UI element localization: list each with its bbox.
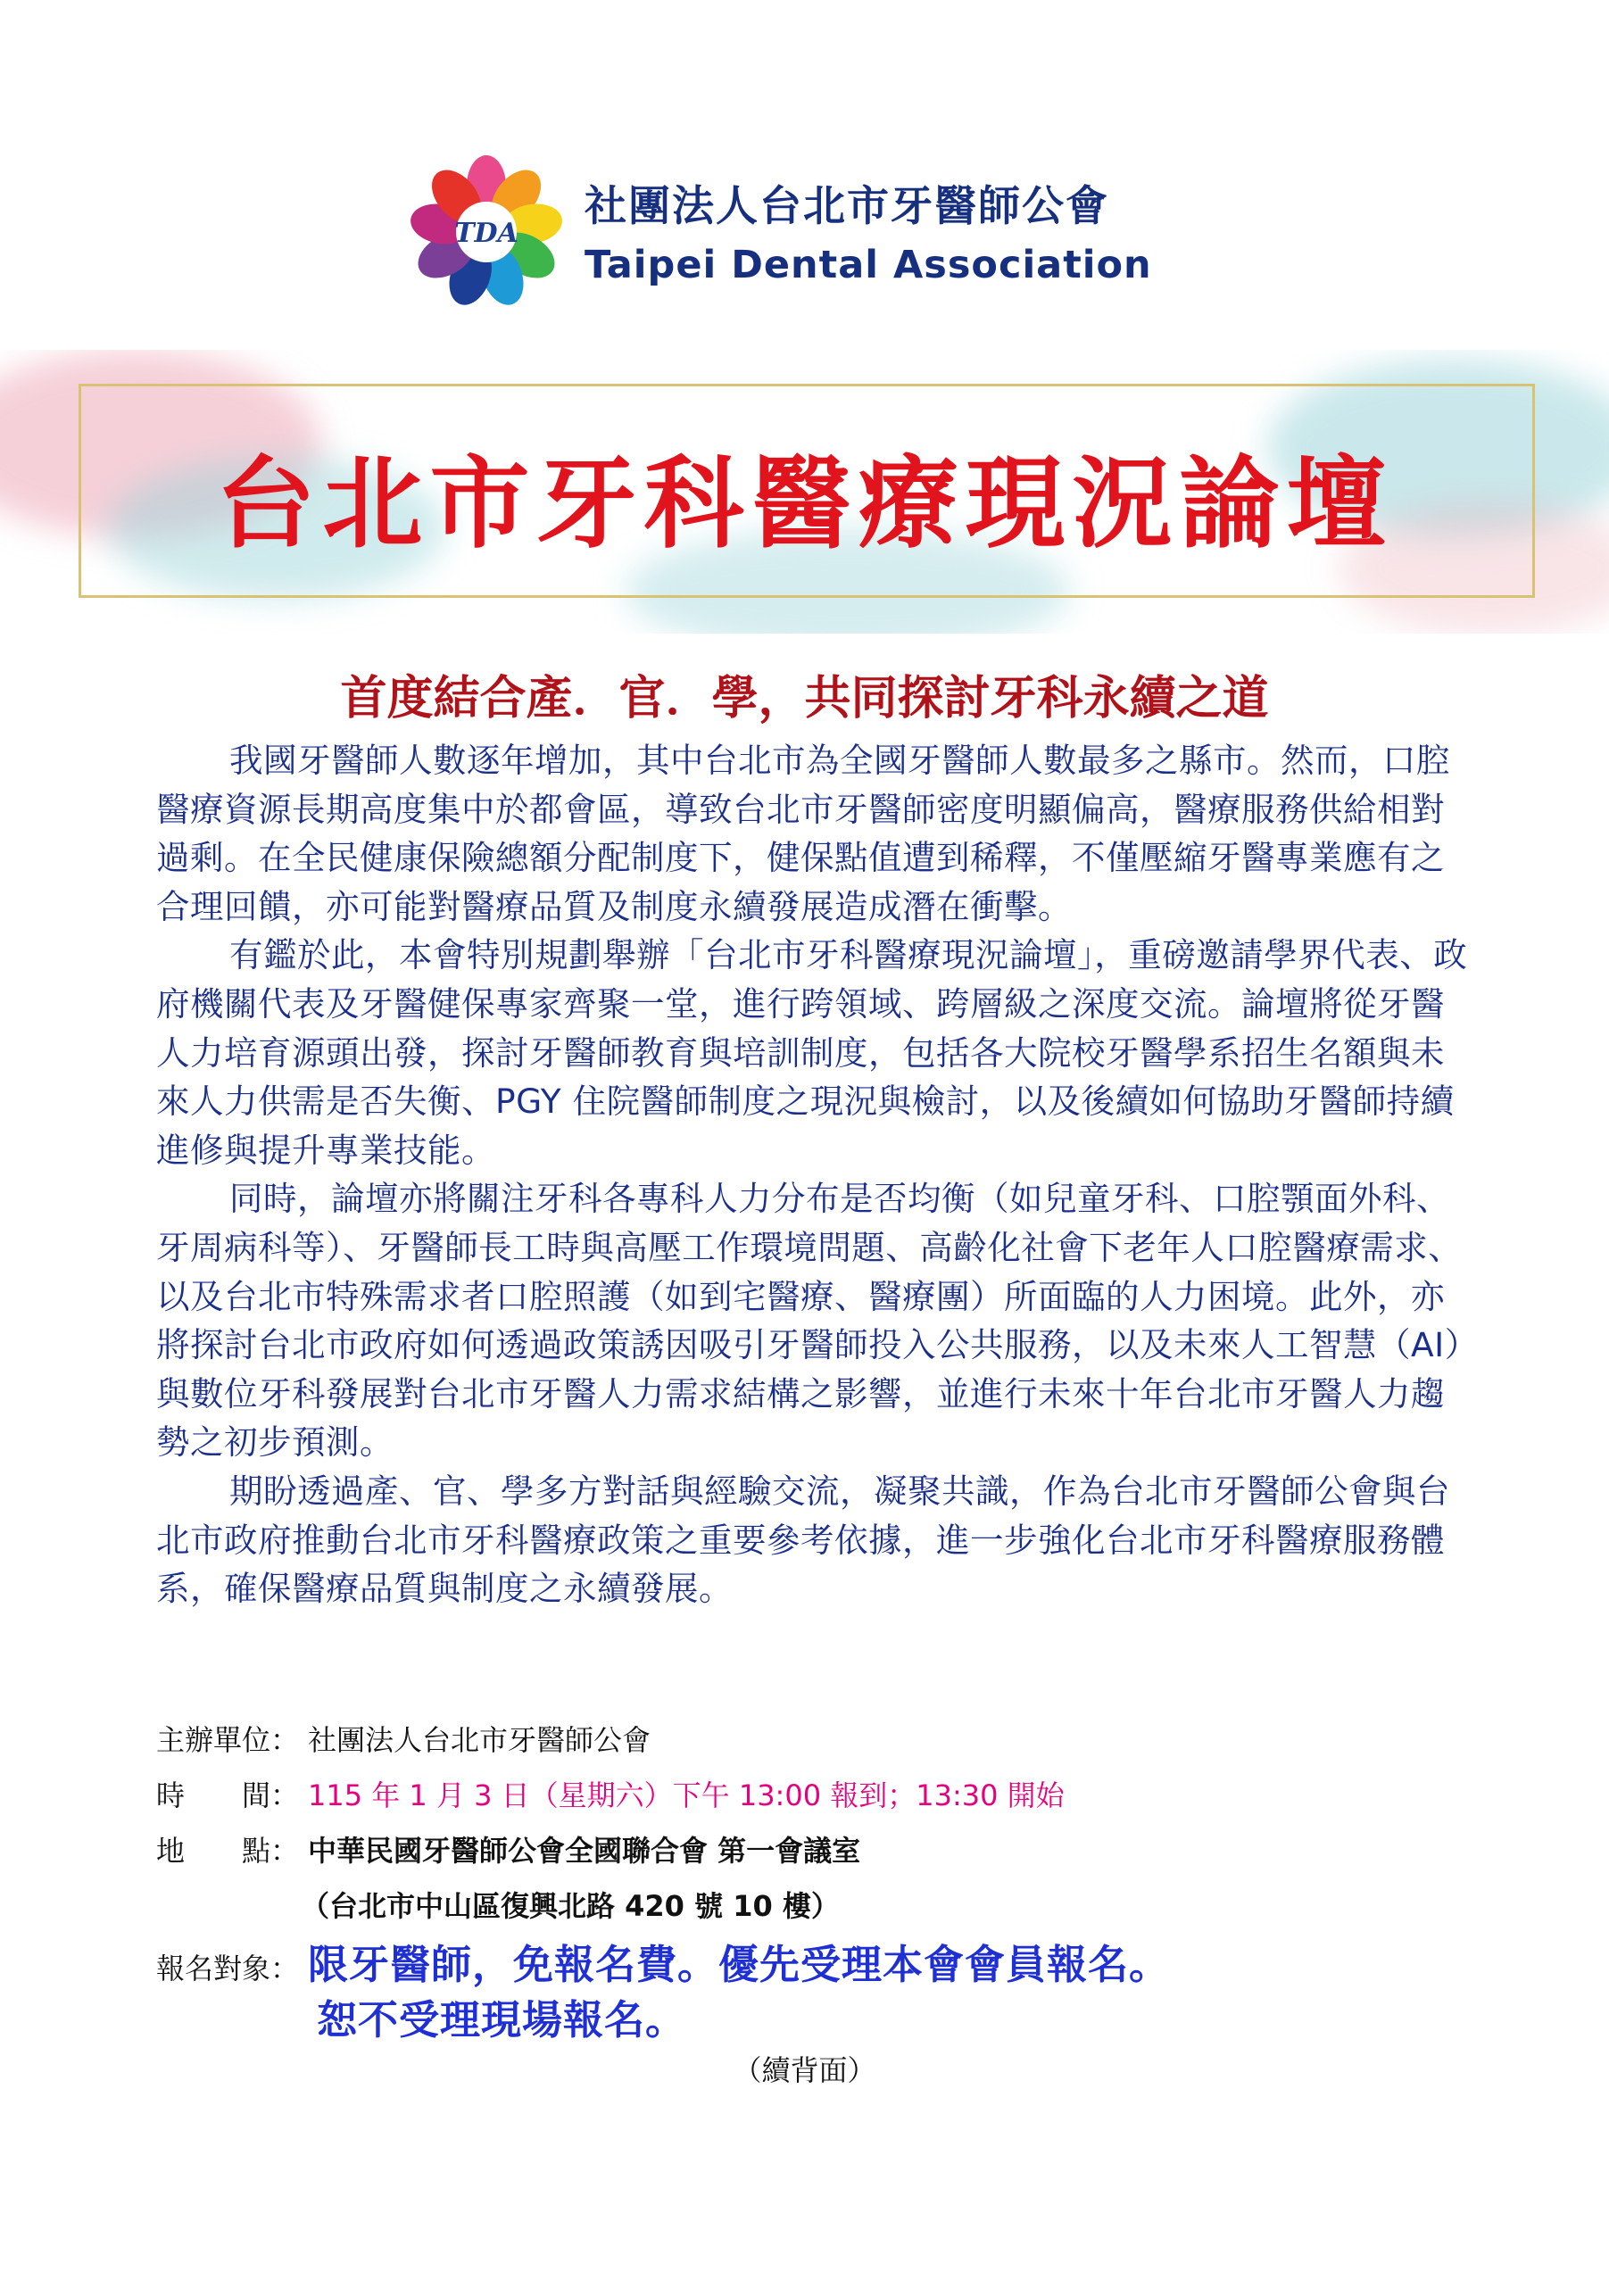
organizer-row <box>156 1718 651 1759</box>
organizer-value: 社團法人台北市牙醫師公會 <box>308 1723 651 1757</box>
time-row <box>156 1773 1065 1814</box>
registration-line-1: 限牙醫師，免報名費。優先受理本會會員報名。 <box>308 1941 1171 1988</box>
tda-flower-logo-icon <box>406 152 567 312</box>
description-paragraph-4: 期盼透過產、官、學多方對話與經驗交流，凝聚共識，作為台北市牙醫師公會與台北市政府推動台北市牙科醫療政策之重要參考依據，進一步強化台北市牙科醫療服務體系，確保醫療品質與制度之永續發展。 <box>156 1471 1450 1609</box>
organizer-label: 主辦單位： <box>156 1723 300 1757</box>
logo-mark-text: TDA <box>454 218 518 249</box>
time-label: 時 間： <box>156 1778 300 1812</box>
description-paragraph-3: 同時，論壇亦將關注牙科各專科人力分布是否均衡（如兒童牙科、口腔顎面外科、牙周病科等）、牙醫師長工時與高壓工作環境問題、高齡化社會下老年人口腔醫療需求、以及台北市特殊需求者口腔照護（如到宅醫療、醫療團）所面臨的人力困境。此外，亦將探討台北市政府如何透過政策誘因吸引牙醫師投入公共服務，以及未來人工智慧（AI）與數位牙科發展對台北市牙醫人力需求結構之影響，並進行未來十年台北市牙醫人力趨勢之初步預測。 <box>156 1179 1463 1463</box>
place-address: （台北市中山區復興北路 420 號 10 樓） <box>301 1889 840 1923</box>
registration-row <box>156 1932 1170 1990</box>
time-value: 115 年 1 月 3 日（星期六）下午 13:00 報到；13:30 開始 <box>308 1778 1065 1812</box>
description-paragraph-2: 有鑑於此，本會特別規劃舉辦「台北市牙科醫療現況論壇」，重磅邀請學界代表、政府機關代表及牙醫健保專家齊聚一堂，進行跨領域、跨層級之深度交流。論壇將從牙醫人力培育源頭出發，探討牙醫師教育與培訓制度，包括各大院校牙醫學系招生名額與未來人力供需是否失衡、PGY 住院醫師制度之現況與檢討，以及後續如何協助牙醫師持續進修與提升專業技能。 <box>156 935 1468 1170</box>
place-value: 中華民國牙醫師公會全國聯合會 第一會議室 <box>308 1834 861 1868</box>
forum-description <box>156 736 1468 1613</box>
association-logo <box>406 152 1209 321</box>
forum-title: 台北市牙科醫療現況論壇 <box>215 446 1394 562</box>
org-name-english: Taipei Dental Association <box>585 243 1152 287</box>
description-paragraph-1: 我國牙醫師人數逐年增加，其中台北市為全國牙醫師人數最多之縣市。然而，口腔醫療資源長期高度集中於都會區，導致台北市牙醫師密度明顯偏高，醫療服務供給相對過剩。在全民健康保險總額分配制度下，健保點值遭到稀釋，不僅壓縮牙醫專業應有之合理回饋，亦可能對醫療品質及制度永續發展造成潛在衝擊。 <box>156 741 1450 926</box>
registration-label: 報名對象： <box>156 1952 300 1985</box>
continue-on-back-note: （續背面） <box>733 2053 876 2087</box>
place-row <box>156 1828 860 1869</box>
org-name-chinese: 社團法人台北市牙醫師公會 <box>585 182 1109 231</box>
place-label: 地 點： <box>156 1834 300 1868</box>
registration-line-2: 恕不受理現場報名。 <box>317 1996 687 2043</box>
forum-subtitle: 首度結合產．官．學，共同探討牙科永續之道 <box>340 672 1269 725</box>
